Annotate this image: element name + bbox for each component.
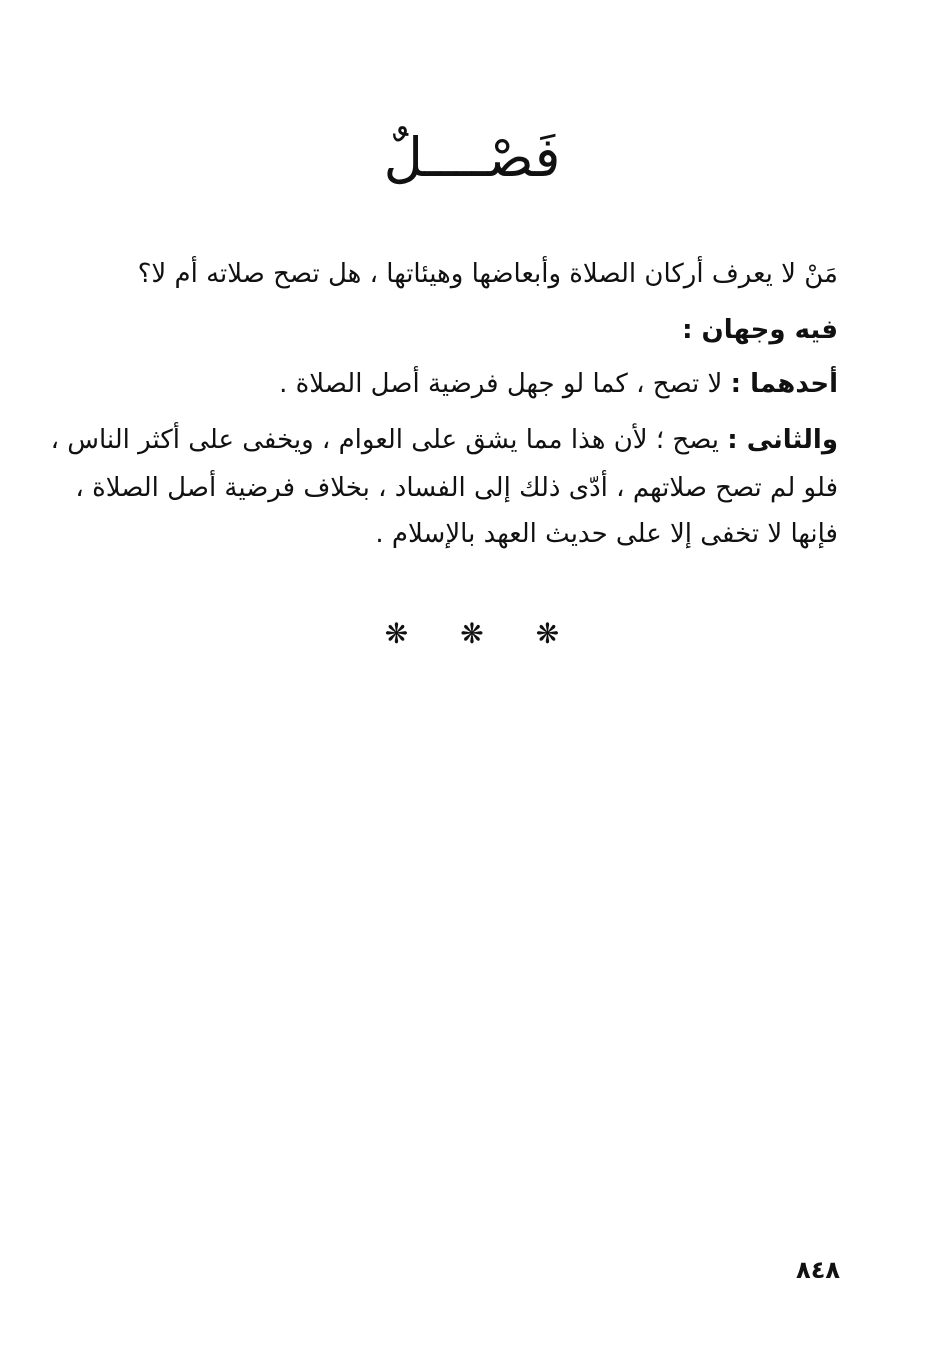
first-opinion-text: لا تصح ، كما لو جهل فرضية أصل الصلاة . (279, 369, 731, 399)
paragraph-second-opinion (51, 420, 838, 460)
second-opinion-text: يصح ؛ لأن هذا مما يشق على العوام ، ويخفى على أكثر الناس ، (50, 425, 728, 455)
two-opinions-text: فيه وجهان : (682, 315, 838, 345)
second-opinion-line-2-text: فلو لم تصح صلاتهم ، أدّى ذلك إلى الفساد ، بخلاف فرضية أصل الصلاة ، (75, 473, 838, 503)
page-number: ٨٤٨ (796, 1256, 840, 1284)
question-text: مَنْ لا يعرف أركان الصلاة وأبعاضها وهيئاتها ، هل تصح صلاته أم لا؟ (137, 259, 838, 289)
asterism-icon: ❋ (535, 617, 560, 650)
paragraph-first-opinion (279, 364, 838, 404)
section-separator (0, 614, 944, 654)
paragraph-second-opinion-line-2 (75, 468, 838, 508)
second-opinion-line-3-text: فإنها لا تخفى إلا على حديث العهد بالإسلام . (375, 519, 838, 549)
paragraph-two-opinions (682, 310, 838, 350)
asterism-icon: ❋ (460, 617, 484, 650)
first-opinion-lead: أحدهما : (730, 369, 838, 399)
asterism-icon: ❋ (384, 617, 409, 650)
paragraph-second-opinion-line-3 (375, 514, 838, 554)
second-opinion-lead: والثانى : (727, 425, 838, 455)
paragraph-question (138, 254, 838, 294)
section-title: فَصْــــلٌ (383, 126, 561, 189)
